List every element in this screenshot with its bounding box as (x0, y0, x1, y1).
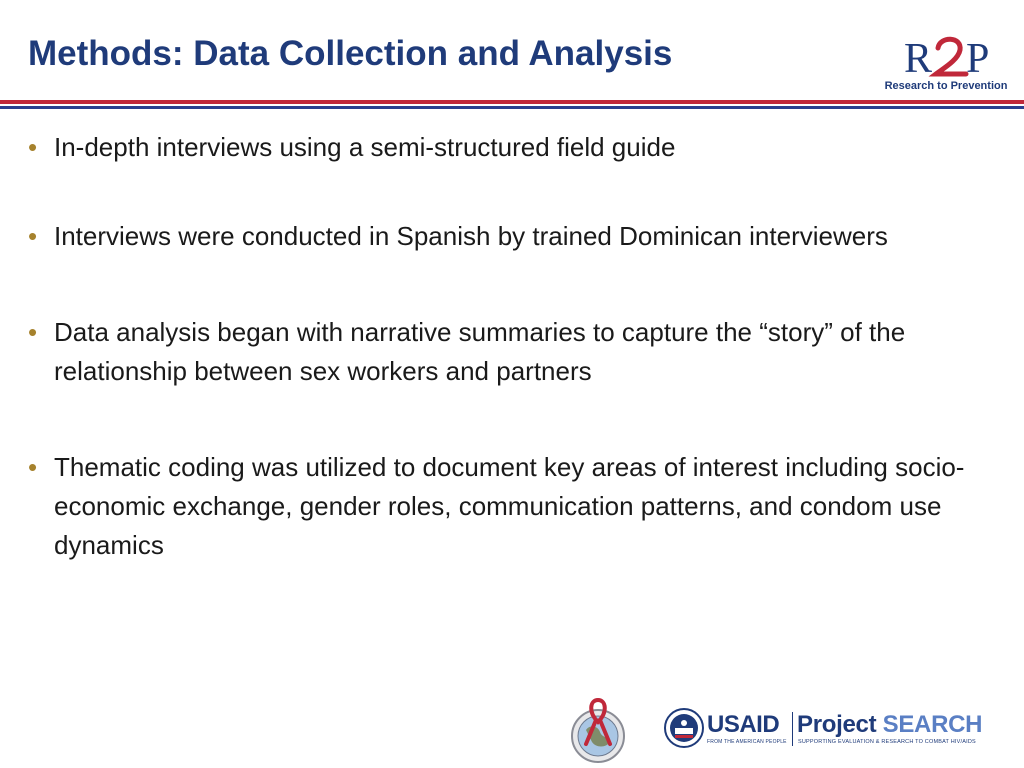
ribbon-globe-emblem-icon (568, 696, 628, 764)
project-tagline: SUPPORTING EVALUATION & RESEARCH TO COMBAT HIV/AIDS (798, 739, 976, 745)
usaid-seal-icon (664, 708, 704, 748)
logo-letter-r: R (904, 36, 933, 78)
project-label: Project (797, 711, 877, 738)
bullet-item (28, 217, 988, 256)
project-search-wordmark (797, 711, 982, 739)
logo-ribbon-icon (936, 39, 966, 74)
project-name: SEARCH (882, 711, 983, 738)
r2p-logo (880, 34, 1012, 96)
bullet-marker: • (28, 132, 38, 162)
bullet-item (28, 313, 988, 391)
slide-title: Methods: Data Collection and Analysis (28, 34, 673, 73)
bullet-text: Thematic coding was utilized to document key areas of interest including socio-economic exchange, gender roles, communication patterns, and condom use dynamics (54, 452, 965, 560)
bullet-item (28, 448, 988, 565)
r2p-logo-mark (900, 34, 1010, 78)
usaid-tagline: FROM THE AMERICAN PEOPLE (707, 739, 787, 745)
footer-divider (792, 712, 793, 746)
bullet-text: In-depth interviews using a semi-structured field guide (54, 132, 676, 162)
bullet-text: Data analysis began with narrative summaries to capture the “story” of the relationship between sex workers and partners (54, 317, 906, 386)
bullet-item (28, 128, 988, 167)
logo-tagline: Research to Prevention (884, 80, 1008, 92)
header-rule-blue (0, 106, 1024, 109)
bullet-marker: • (28, 221, 38, 251)
bullet-list (28, 128, 988, 565)
logo-letter-p: P (966, 36, 990, 78)
bullet-marker: • (28, 317, 38, 347)
usaid-wordmark: USAID (707, 711, 780, 738)
bullet-text: Interviews were conducted in Spanish by trained Dominican interviewers (54, 221, 888, 251)
header-rule-red (0, 100, 1024, 104)
bullet-marker: • (28, 452, 38, 482)
